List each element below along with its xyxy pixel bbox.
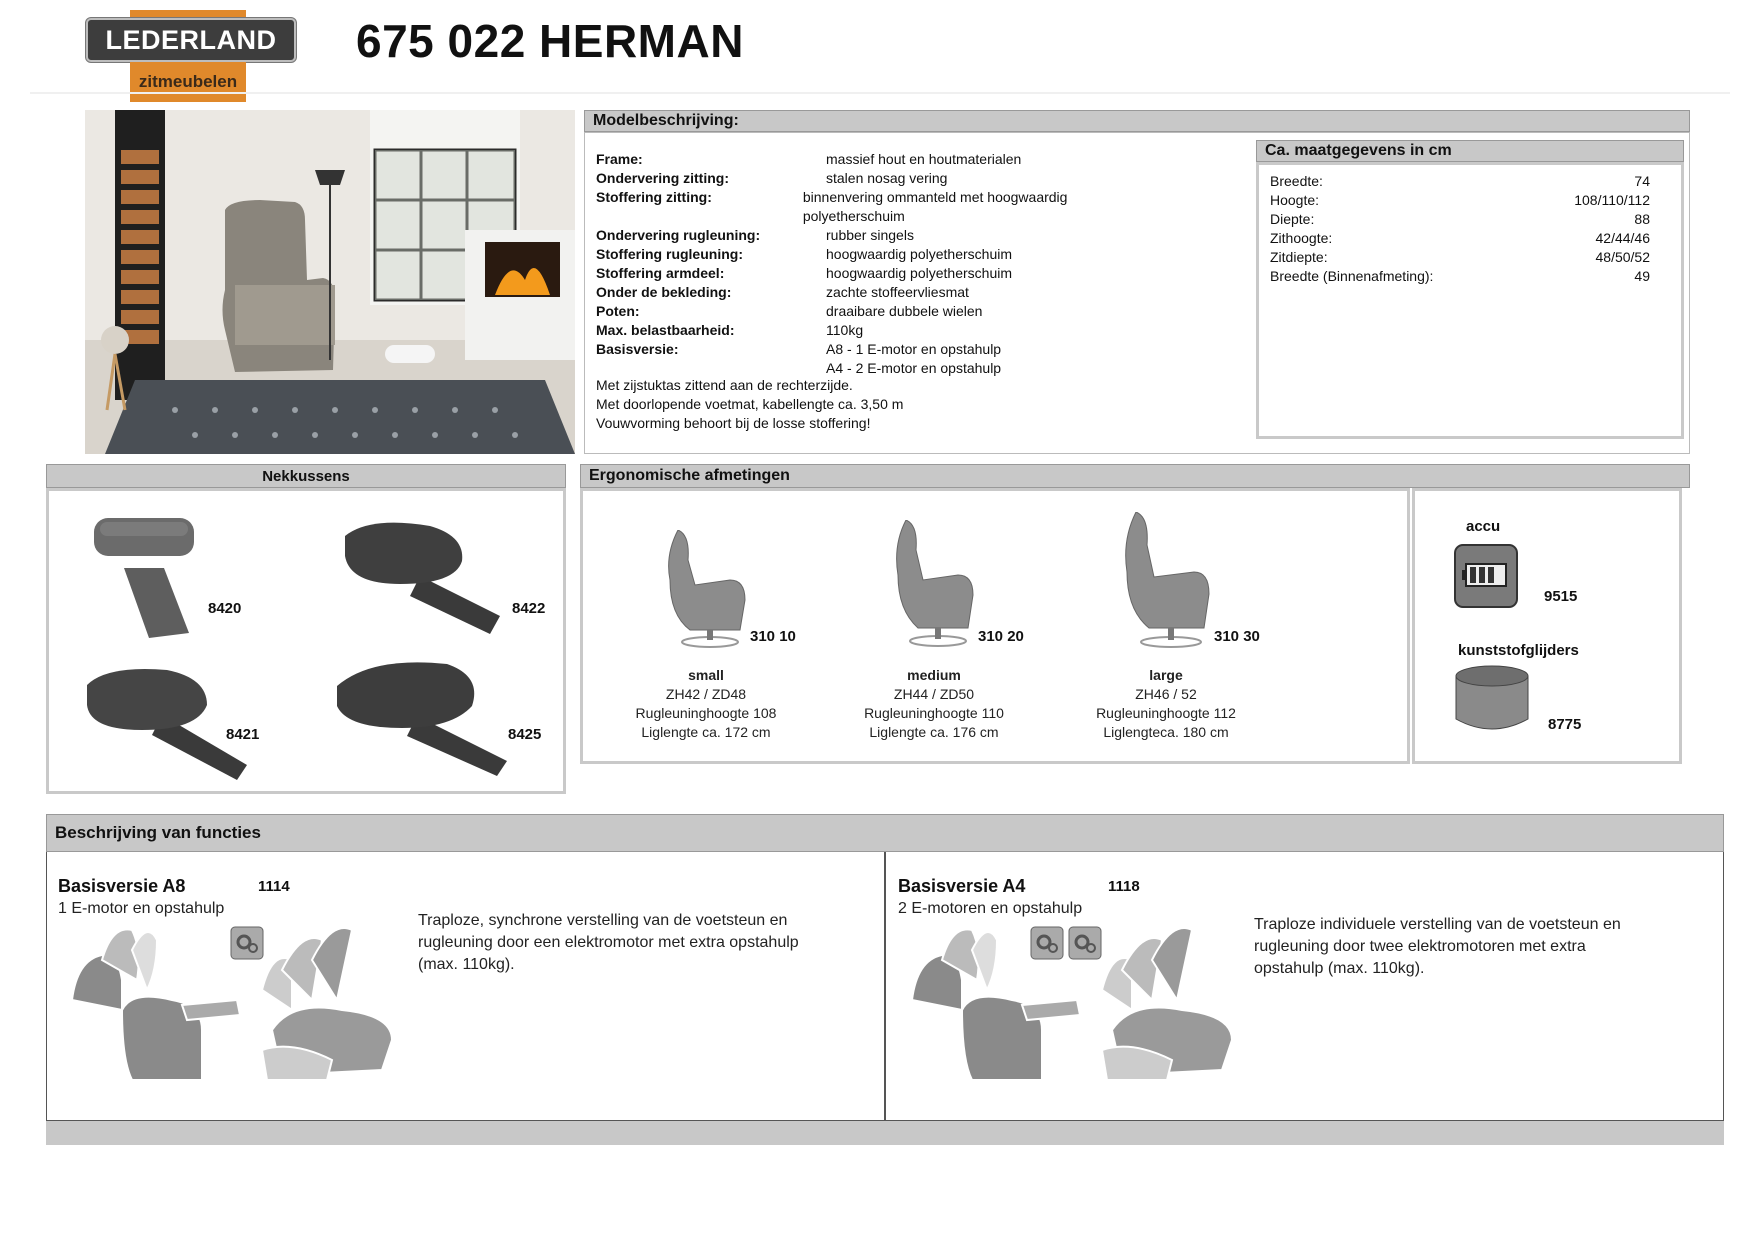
size-line2: Rugleuninghoogte 110 [864, 705, 1004, 721]
brand-logo [86, 18, 296, 62]
dimension-label: Zitdiepte: [1270, 249, 1328, 265]
a8-code: 1114 [258, 878, 290, 895]
spec-label: Ondervering zitting: [596, 170, 729, 186]
ergo-code-medium: 310 20 [978, 628, 1024, 645]
spec-row [596, 169, 1136, 188]
ergo-code-large: 310 30 [1214, 628, 1260, 645]
dimension-label: Zithoogte: [1270, 230, 1333, 246]
neck-cushion-8420 [94, 518, 204, 643]
spec-row [596, 321, 1136, 340]
accu-label: accu [1466, 518, 1501, 535]
a4-code: 1118 [1108, 878, 1140, 895]
spec-label: Onder de bekleding: [596, 284, 732, 300]
spec-value: A4 - 2 E-motor en opstahulp [826, 360, 1002, 376]
dimension-value: 108/110/112 [1574, 192, 1650, 208]
functions-footer [46, 1120, 1724, 1145]
a4-title: Basisversie A4 [898, 876, 1026, 896]
chair-small-icon [660, 530, 760, 655]
a8-title: Basisversie A8 [58, 876, 186, 896]
spec-value: hoogwaardig polyetherschuim [826, 246, 1012, 262]
spec-value: hoogwaardig polyetherschuim [826, 265, 1012, 281]
size-line3: Liglengte ca. 176 cm [869, 724, 999, 740]
dimension-value: 88 [1634, 211, 1650, 227]
accessories-panel [1412, 488, 1682, 764]
dimension-row [1270, 172, 1650, 191]
spec-value: draaibare dubbele wielen [826, 303, 983, 319]
a8-recliner-illustration [62, 920, 402, 1095]
dimensions-header: Ca. maatgegevens in cm [1256, 140, 1684, 162]
brand-name: LEDERLAND [105, 24, 277, 55]
dimension-row [1270, 267, 1650, 286]
size-line1: ZH44 / ZD50 [893, 686, 975, 702]
model-specs [596, 150, 1136, 378]
spec-row [596, 264, 1136, 283]
dimension-row [1270, 229, 1650, 248]
dimension-label: Breedte: [1270, 173, 1323, 189]
page-title: 675 022 HERMAN [356, 15, 744, 67]
spec-value: zachte stoffeervliesmat [826, 284, 969, 300]
code-8421: 8421 [226, 726, 260, 743]
spec-label: Stoffering zitting: [596, 189, 712, 205]
size-line3: Liglengte ca. 172 cm [641, 724, 771, 740]
ergo-size-large [1066, 666, 1266, 742]
code-8425: 8425 [508, 726, 542, 743]
battery-icon [1454, 544, 1518, 613]
spec-value: A8 - 1 E-motor en opstahulp [826, 341, 1002, 357]
chair-large-icon [1116, 512, 1226, 657]
spec-value: binnenvering ommanteld met hoogwaardig polyetherschuim [802, 189, 1068, 224]
dimension-label: Breedte (Binnenafmeting): [1270, 268, 1434, 284]
brand-sub: zitmeubelen [130, 62, 246, 102]
spec-label: Stoffering rugleuning: [596, 246, 743, 262]
dimension-value: 42/44/46 [1595, 230, 1650, 246]
accu-code: 9515 [1544, 588, 1578, 605]
code-8422: 8422 [512, 600, 546, 617]
ergo-size-medium [834, 666, 1034, 742]
spec-row [596, 150, 1136, 169]
a8-description: Traploze, synchrone verstelling van de voetsteun en rugleuning door een elektromotor met extra opstahulp (max. 110kg). [418, 912, 799, 973]
neck-cushion-8421 [82, 660, 252, 785]
model-header: Modelbeschrijving: [584, 110, 1690, 132]
dimension-value: 49 [1634, 268, 1650, 284]
ergo-header: Ergonomische afmetingen [580, 464, 1690, 488]
neck-cushion-8422 [340, 516, 510, 641]
spec-label: Frame: [596, 151, 643, 167]
spec-row [596, 302, 1136, 321]
model-note: Vouwvorming behoort bij de losse stoffering! [596, 415, 871, 431]
spec-label: Max. belastbaarheid: [596, 322, 735, 338]
spec-value: 110kg [826, 322, 864, 338]
size-name: small [688, 667, 724, 683]
a4-recliner-illustration [902, 920, 1242, 1095]
dimension-row [1270, 248, 1650, 267]
code-8420: 8420 [208, 600, 242, 617]
spec-row [596, 283, 1136, 302]
spec-value: massief hout en houtmaterialen [826, 151, 1022, 167]
spec-value: stalen nosag vering [826, 170, 948, 186]
glider-icon [1454, 664, 1530, 739]
glider-label: kunststofglijders [1458, 642, 1579, 659]
dimension-row [1270, 210, 1650, 229]
cushion-icon [94, 518, 204, 638]
dimensions-list [1270, 172, 1650, 286]
size-line1: ZH42 / ZD48 [665, 686, 747, 702]
ergo-code-small: 310 10 [750, 628, 796, 645]
chair-medium-icon [888, 520, 988, 655]
spec-row [596, 226, 1136, 245]
neck-cushion-8425 [332, 656, 512, 781]
a4-description: Traploze individuele verstelling van de voetsteun en rugleuning door twee elektromotoren met extra opstahulp (max. 110kg). [1254, 916, 1621, 977]
a4-subtitle: 2 E-motoren en opstahulp [898, 900, 1083, 917]
dimension-row [1270, 191, 1650, 210]
spec-label: Poten: [596, 303, 640, 319]
spec-label: Basisversie: [596, 341, 679, 357]
neck-header: Nekkussens [46, 464, 566, 488]
size-line2: Rugleuninghoogte 112 [1096, 705, 1236, 721]
size-name: medium [907, 667, 961, 683]
spec-label: Stoffering armdeel: [596, 265, 725, 281]
size-line2: Rugleuninghoogte 108 [635, 705, 777, 721]
size-name: large [1149, 667, 1183, 683]
a8-subtitle: 1 E-motor en opstahulp [58, 900, 225, 917]
product-photo [85, 110, 575, 454]
dimension-value: 74 [1634, 173, 1650, 189]
size-line1: ZH46 / 52 [1135, 686, 1197, 702]
spec-row [596, 188, 1136, 226]
spec-row [596, 245, 1136, 264]
model-note: Met zijstuktas zittend aan de rechterzijde. [596, 377, 853, 393]
functions-header: Beschrijving van functies [46, 814, 1724, 852]
model-note: Met doorlopende voetmat, kabellengte ca. 3,50 m [596, 396, 904, 412]
ergo-size-small [606, 666, 806, 742]
dimension-label: Diepte: [1270, 211, 1315, 227]
dimension-value: 48/50/52 [1595, 249, 1650, 265]
functions-divider [884, 852, 886, 1144]
spec-row [596, 340, 1136, 359]
divider [30, 92, 1730, 94]
size-line3: Liglengteca. 180 cm [1103, 724, 1229, 740]
glider-code: 8775 [1548, 716, 1582, 733]
spec-value: rubber singels [826, 227, 914, 243]
dimension-label: Hoogte: [1270, 192, 1320, 208]
model-notes [596, 376, 1136, 433]
spec-label: Ondervering rugleuning: [596, 227, 761, 243]
